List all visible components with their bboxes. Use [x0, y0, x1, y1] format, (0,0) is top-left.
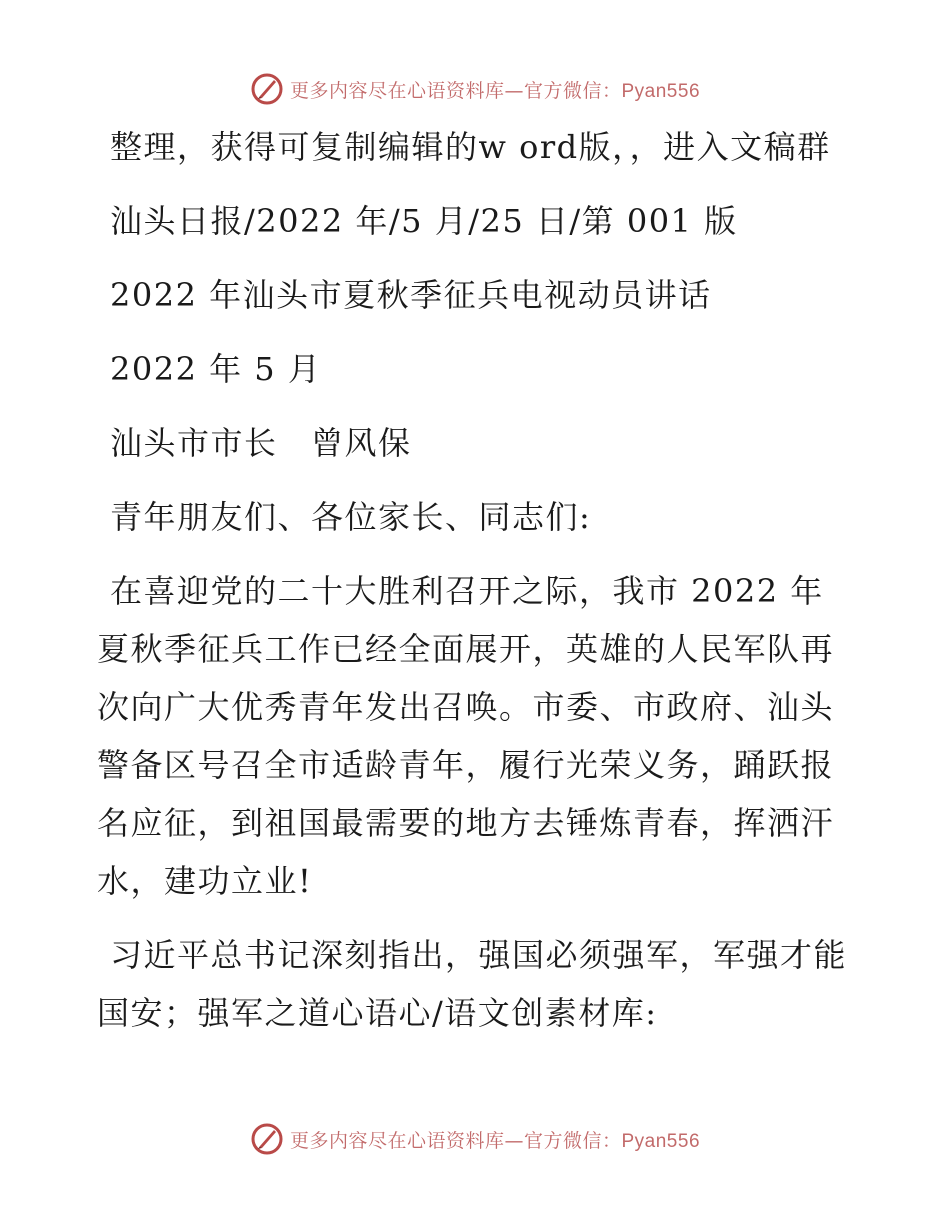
body-paragraph-2: 习近平总书记深刻指出，强国必须强军，军强才能国安；强军之道心语心/语文创素材库:	[97, 936, 848, 1032]
footer-wechat-id: Pyan556	[621, 1130, 701, 1152]
speech-title: 2022 年汕头市夏秋季征兵电视动员讲话	[110, 276, 712, 314]
quill-logo-icon	[250, 72, 284, 106]
footer-banner-text: 更多内容尽在心语资料库—官方微信：	[289, 1129, 622, 1152]
speaker-line: 汕头市市长 曾风保	[110, 424, 412, 462]
speech-date: 2022 年 5 月	[110, 350, 322, 388]
header-banner-text: 更多内容尽在心语资料库—官方微信：	[289, 79, 622, 102]
intro-paragraph: 整理，获得可复制编辑的w ord版，，进入文稿群	[110, 128, 831, 166]
footer-banner	[290, 1126, 700, 1153]
greeting-line: 青年朋友们、各位家长、同志们:	[110, 498, 592, 536]
quill-logo-icon	[250, 1122, 284, 1156]
source-line: 汕头日报/2022 年/5 月/25 日/第 001 版	[110, 202, 738, 240]
header-wechat-id: Pyan556	[621, 80, 701, 102]
watermark-header	[0, 72, 950, 106]
header-banner	[290, 76, 700, 103]
body-paragraph-1: 在喜迎党的二十大胜利召开之际，我市 2022 年夏秋季征兵工作已经全面展开，英雄的人民军队再次向广大优秀青年发出召唤。市委、市政府、汕头警备区号召全市适龄青年，履行光荣义务，踊跃报名应征，到祖国最需要的地方去锤炼青春，挥洒汗水，建功立业!	[97, 572, 835, 900]
watermark-footer	[0, 1122, 950, 1156]
document-body	[97, 118, 857, 1042]
